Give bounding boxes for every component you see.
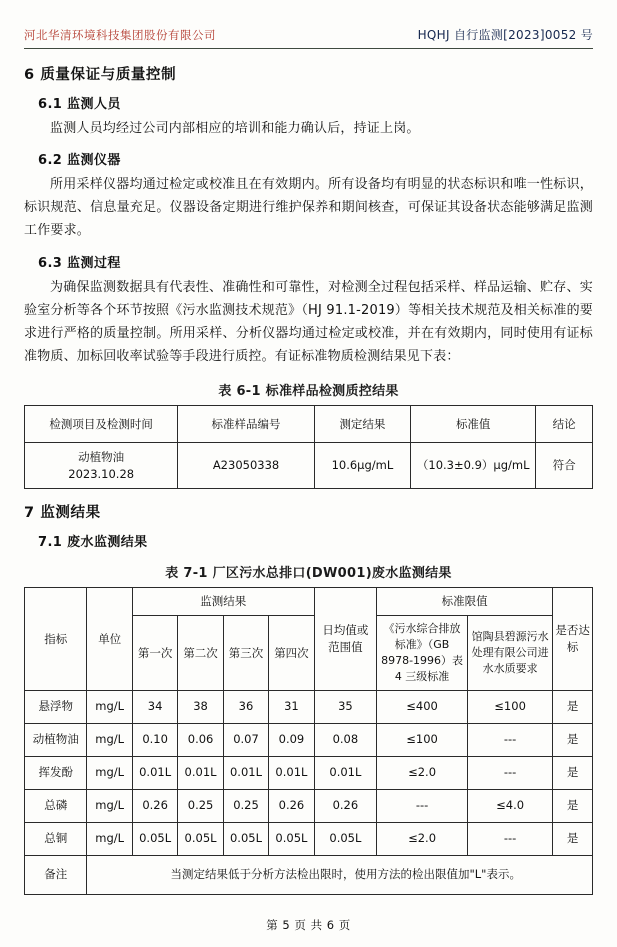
col-header-monitor-results: 监测结果 (132, 588, 314, 616)
cell-item-line1: 动植物油 (78, 450, 125, 464)
cell-value-1: 0.10 (132, 723, 177, 756)
cell-value-4: 31 (269, 690, 314, 723)
cell-reach-standard: 是 (553, 723, 593, 756)
cell-reach-standard: 是 (553, 756, 593, 789)
page-footer: 第 5 页 共 6 页 (266, 918, 351, 932)
cell-item-line2: 2023.10.28 (68, 466, 135, 481)
col-header-standard: 标准值 (411, 406, 536, 443)
cell-value-2: 0.01L (178, 756, 223, 789)
table-standard-sample-qc (24, 405, 593, 489)
cell-reach-standard: 是 (553, 822, 593, 855)
cell-result: 10.6μg/mL (314, 443, 411, 489)
table-row (25, 822, 593, 855)
section-6-2-text: 所用采样仪器均通过检定或校准且在有效期内。所有设备均有明显的状态标识和唯一性标识，标识规范、信息量充足。仪器设备定期进行维护保养和期间核查，可保证其设备状态能够满足监测工作要求。 (24, 177, 593, 239)
cell-standard-plant: ≤4.0 (468, 789, 553, 822)
cell-unit: mg/L (87, 822, 132, 855)
cell-standard-plant: --- (468, 822, 553, 855)
col-header-daily-average: 日均值或范围值 (314, 588, 376, 690)
cell-indicator: 挥发酚 (25, 756, 87, 789)
cell-value-2: 0.06 (178, 723, 223, 756)
section-6-3-title: 6.3 监测过程 (38, 255, 121, 271)
cell-standard-gb: ≤400 (377, 690, 468, 723)
cell-indicator: 悬浮物 (25, 690, 87, 723)
cell-indicator: 总磷 (25, 789, 87, 822)
cell-value-4: 0.09 (269, 723, 314, 756)
cell-standard-gb: ≤2.0 (377, 822, 468, 855)
table-header-row (25, 406, 593, 443)
cell-value-4: 0.01L (269, 756, 314, 789)
cell-value-1: 0.01L (132, 756, 177, 789)
cell-sample-no: A23050338 (178, 443, 314, 489)
cell-value-4: 0.26 (269, 789, 314, 822)
table-header-row-1 (25, 588, 593, 616)
cell-indicator: 总铜 (25, 822, 87, 855)
cell-value-3: 0.25 (223, 789, 268, 822)
cell-standard-plant: ≤100 (468, 690, 553, 723)
company-name: 河北华清环境科技集团股份有限公司 (24, 28, 216, 42)
cell-value-1: 34 (132, 690, 177, 723)
cell-unit: mg/L (87, 756, 132, 789)
col-header-result: 测定结果 (314, 406, 411, 443)
cell-unit: mg/L (87, 723, 132, 756)
col-header-time-4: 第四次 (269, 616, 314, 691)
cell-value-2: 0.05L (178, 822, 223, 855)
document-number: HQHJ 自行监测[2023]0052 号 (417, 28, 593, 42)
col-header-item: 检测项目及检测时间 (25, 406, 178, 443)
note-text: 当测定结果低于分析方法检出限时，使用方法的检出限值加"L"表示。 (87, 855, 593, 894)
col-header-standard-plant: 馆陶县碧源污水处理有限公司进水水质要求 (468, 616, 553, 691)
cell-reach-standard: 是 (553, 690, 593, 723)
table-6-1-caption: 表 6-1 标准样品检测质控结果 (218, 384, 399, 399)
table-row (25, 723, 593, 756)
table-row (25, 443, 593, 489)
cell-value-3: 0.01L (223, 756, 268, 789)
cell-value-2: 0.25 (178, 789, 223, 822)
col-header-sample-no: 标准样品编号 (178, 406, 314, 443)
cell-daily-average: 0.08 (314, 723, 376, 756)
col-header-standard-limit: 标准限值 (377, 588, 553, 616)
cell-standard: （10.3±0.9）μg/mL (411, 443, 536, 489)
cell-standard-gb: ≤2.0 (377, 756, 468, 789)
cell-value-4: 0.05L (269, 822, 314, 855)
section-7-title: 7 监测结果 (24, 505, 101, 522)
col-header-conclusion: 结论 (536, 406, 593, 443)
section-7-1-title: 7.1 废水监测结果 (38, 535, 148, 551)
cell-conclusion: 符合 (536, 443, 593, 489)
col-header-time-1: 第一次 (132, 616, 177, 691)
col-header-time-2: 第二次 (178, 616, 223, 691)
section-6-1-text: 监测人员均经过公司内部相应的培训和能力确认后，持证上岗。 (50, 121, 420, 136)
table-row (25, 756, 593, 789)
section-6-title: 6 质量保证与质量控制 (24, 67, 177, 83)
col-header-unit: 单位 (87, 588, 132, 690)
cell-reach-standard: 是 (553, 789, 593, 822)
cell-value-3: 36 (223, 690, 268, 723)
table-row (25, 789, 593, 822)
cell-unit: mg/L (87, 789, 132, 822)
table-note-row (25, 855, 593, 894)
col-header-standard-gb: 《污水综合排放标准》（GB 8978-1996）表 4 三级标准 (377, 616, 468, 691)
cell-daily-average: 0.05L (314, 822, 376, 855)
cell-daily-average: 0.01L (314, 756, 376, 789)
cell-daily-average: 0.26 (314, 789, 376, 822)
section-6-1-title: 6.1 监测人员 (38, 97, 121, 112)
cell-unit: mg/L (87, 690, 132, 723)
cell-standard-plant: --- (468, 723, 553, 756)
cell-value-1: 0.05L (132, 822, 177, 855)
cell-value-3: 0.05L (223, 822, 268, 855)
cell-standard-plant: --- (468, 756, 553, 789)
note-label: 备注 (25, 855, 87, 894)
table-row (25, 690, 593, 723)
cell-standard-gb: --- (377, 789, 468, 822)
col-header-time-3: 第三次 (223, 616, 268, 691)
document-header (24, 26, 593, 49)
cell-value-3: 0.07 (223, 723, 268, 756)
cell-daily-average: 35 (314, 690, 376, 723)
section-6-2-title: 6.2 监测仪器 (38, 153, 121, 169)
cell-item (25, 443, 178, 489)
cell-value-2: 38 (178, 690, 223, 723)
table-wastewater-results (24, 587, 593, 894)
table-7-1-caption: 表 7-1 厂区污水总排口(DW001)废水监测结果 (165, 566, 452, 582)
cell-standard-gb: ≤100 (377, 723, 468, 756)
col-header-indicator: 指标 (25, 588, 87, 690)
cell-indicator: 动植物油 (25, 723, 87, 756)
cell-value-1: 0.26 (132, 789, 177, 822)
col-header-reach-standard: 是否达标 (553, 588, 593, 690)
section-6-3-text: 为确保监测数据具有代表性、准确性和可靠性，对检测全过程包括采样、样品运输、贮存、实验室分析等各个环节按照《污水监测技术规范》（HJ 91.1-2019）等相关技术规范及相关标准的要求进行严格的质量控制。所用采样、分析仪器均通过检定或校准，并在有效期内，同时使用有证标准物质、加标回收率试验等手段进行质控。有证标准物质检测结果见下表： (24, 279, 593, 364)
